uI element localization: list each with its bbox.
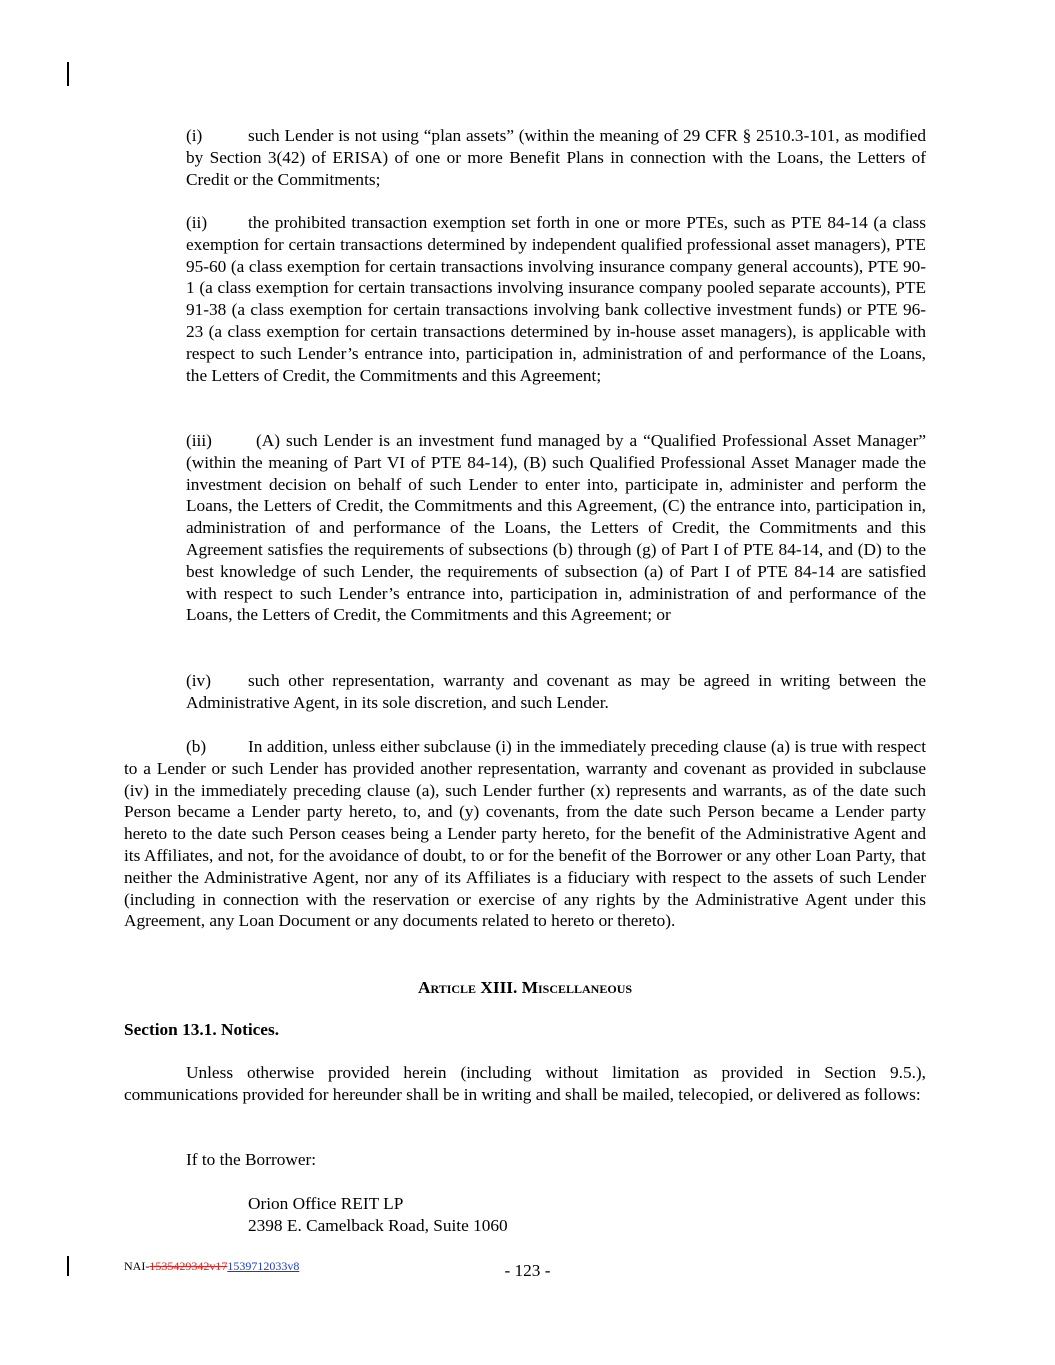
article-prefix: Article bbox=[417, 978, 477, 997]
notices-text: Unless otherwise provided herein (including without limitation as provided in Section 9.5.), communications provided for hereunder shall be in writing and shall be mailed, telecopied, or delivered as follows: bbox=[124, 1063, 926, 1104]
change-bar-top bbox=[67, 62, 69, 86]
borrower-name: Orion Office REIT LP bbox=[248, 1194, 404, 1213]
inserted-doc-id: 1539712033v8 bbox=[227, 1259, 300, 1273]
article-title: Miscellaneous bbox=[521, 978, 633, 997]
clause-i bbox=[186, 125, 926, 190]
notices-paragraph bbox=[124, 1062, 926, 1106]
if-to-borrower: If to the Borrower: bbox=[186, 1150, 317, 1169]
clause-iv bbox=[186, 670, 926, 714]
clause-text: (A) such Lender is an investment fund managed by a “Qualified Professional Asset Manager” (within the meaning of Part VI of PTE 84-14), (B) such Qualified Professional Asset Manager made the investment decision on behalf of such Lender to enter into, participate in, administer and perform the Loans, the Letters of Credit, the Commitments and this Agreement, (C) the entrance into, participation in, administration of and performance of the Loans, the Letters of Credit, the Commitments and this Agreement satisfies the requirements of subsections (b) through (g) of Part I of PTE 84-14, and (D) to the best knowledge of such Lender, the requirements of subsection (a) of Part I of PTE 84-14 are satisfied with respect to such Lender’s entrance into, participation in, administration of and performance of the Loans, the Letters of Credit, the Commitments and this Agreement; or bbox=[186, 431, 926, 625]
page-number: - 123 - bbox=[504, 1261, 551, 1280]
clause-text: the prohibited transaction exemption set forth in one or more PTEs, such as PTE 84-14 (a class exemption for certain transactions determined by independent qualified professional asset managers), PTE 95-60 (a class exemption for certain transactions involving insurance company general accounts), PTE 90-1 (a class exemption for certain transactions involving insurance company pooled separate accounts), PTE 91-38 (a class exemption for certain transactions involving bank collective investment funds) or PTE 96-23 (a class exemption for certain transactions determined by in-house asset managers), is applicable with respect to such Lender’s entrance into, participation in, administration of and performance of the Loans, the Letters of Credit, the Commitments and this Agreement; bbox=[186, 213, 926, 385]
paragraph-label: (b) bbox=[186, 737, 207, 756]
article-heading bbox=[124, 977, 926, 999]
clause-label: (i) bbox=[186, 126, 203, 145]
clause-text: such Lender is not using “plan assets” (within the meaning of 29 CFR § 2510.3-101, as modified by Section 3(42) of ERISA) of one or more Benefit Plans in connection with the Loans, the Letters of Credit or the Commitments; bbox=[186, 126, 926, 189]
article-number: XIII. bbox=[480, 978, 518, 997]
clause-label: (iii) bbox=[186, 431, 212, 450]
borrower-street: 2398 E. Camelback Road, Suite 1060 bbox=[248, 1216, 508, 1235]
section-heading: Section 13.1. Notices. bbox=[124, 1020, 280, 1039]
paragraph-text: In addition, unless either subclause (i) in the immediately preceding clause (a) is true with respect to a Lender or such Lender has provided another representation, warranty and covenant as provided in subclause (iv) in the immediately preceding clause (a), such Lender further (x) represents and warrants, as of the date such Person became a Lender party hereto, to, and (y) covenants, from the date such Person became a Lender party hereto to the date such Person ceases being a Lender party hereto, for the benefit of the Administrative Agent and its Affiliates, and not, for the avoidance of doubt, to or for the benefit of the Borrower or any other Loan Party, that neither the Administrative Agent, nor any of its Affiliates is a fiduciary with respect to the assets of such Lender (including in connection with the reservation or exercise of any rights by the Administrative Agent under this Agreement, any Loan Document or any documents related to hereto or thereto). bbox=[124, 737, 926, 931]
clause-label: (ii) bbox=[186, 213, 208, 232]
paragraph-b bbox=[124, 736, 926, 932]
deleted-doc-id: 1535429342v17 bbox=[149, 1259, 228, 1273]
clause-ii bbox=[186, 212, 926, 386]
clause-label: (iv) bbox=[186, 671, 211, 690]
doc-prefix: NAI- bbox=[124, 1259, 150, 1273]
clause-iii bbox=[186, 430, 926, 626]
clause-text: such other representation, warranty and covenant as may be agreed in writing between the Administrative Agent, in its sole discretion, and such Lender. bbox=[186, 671, 926, 712]
